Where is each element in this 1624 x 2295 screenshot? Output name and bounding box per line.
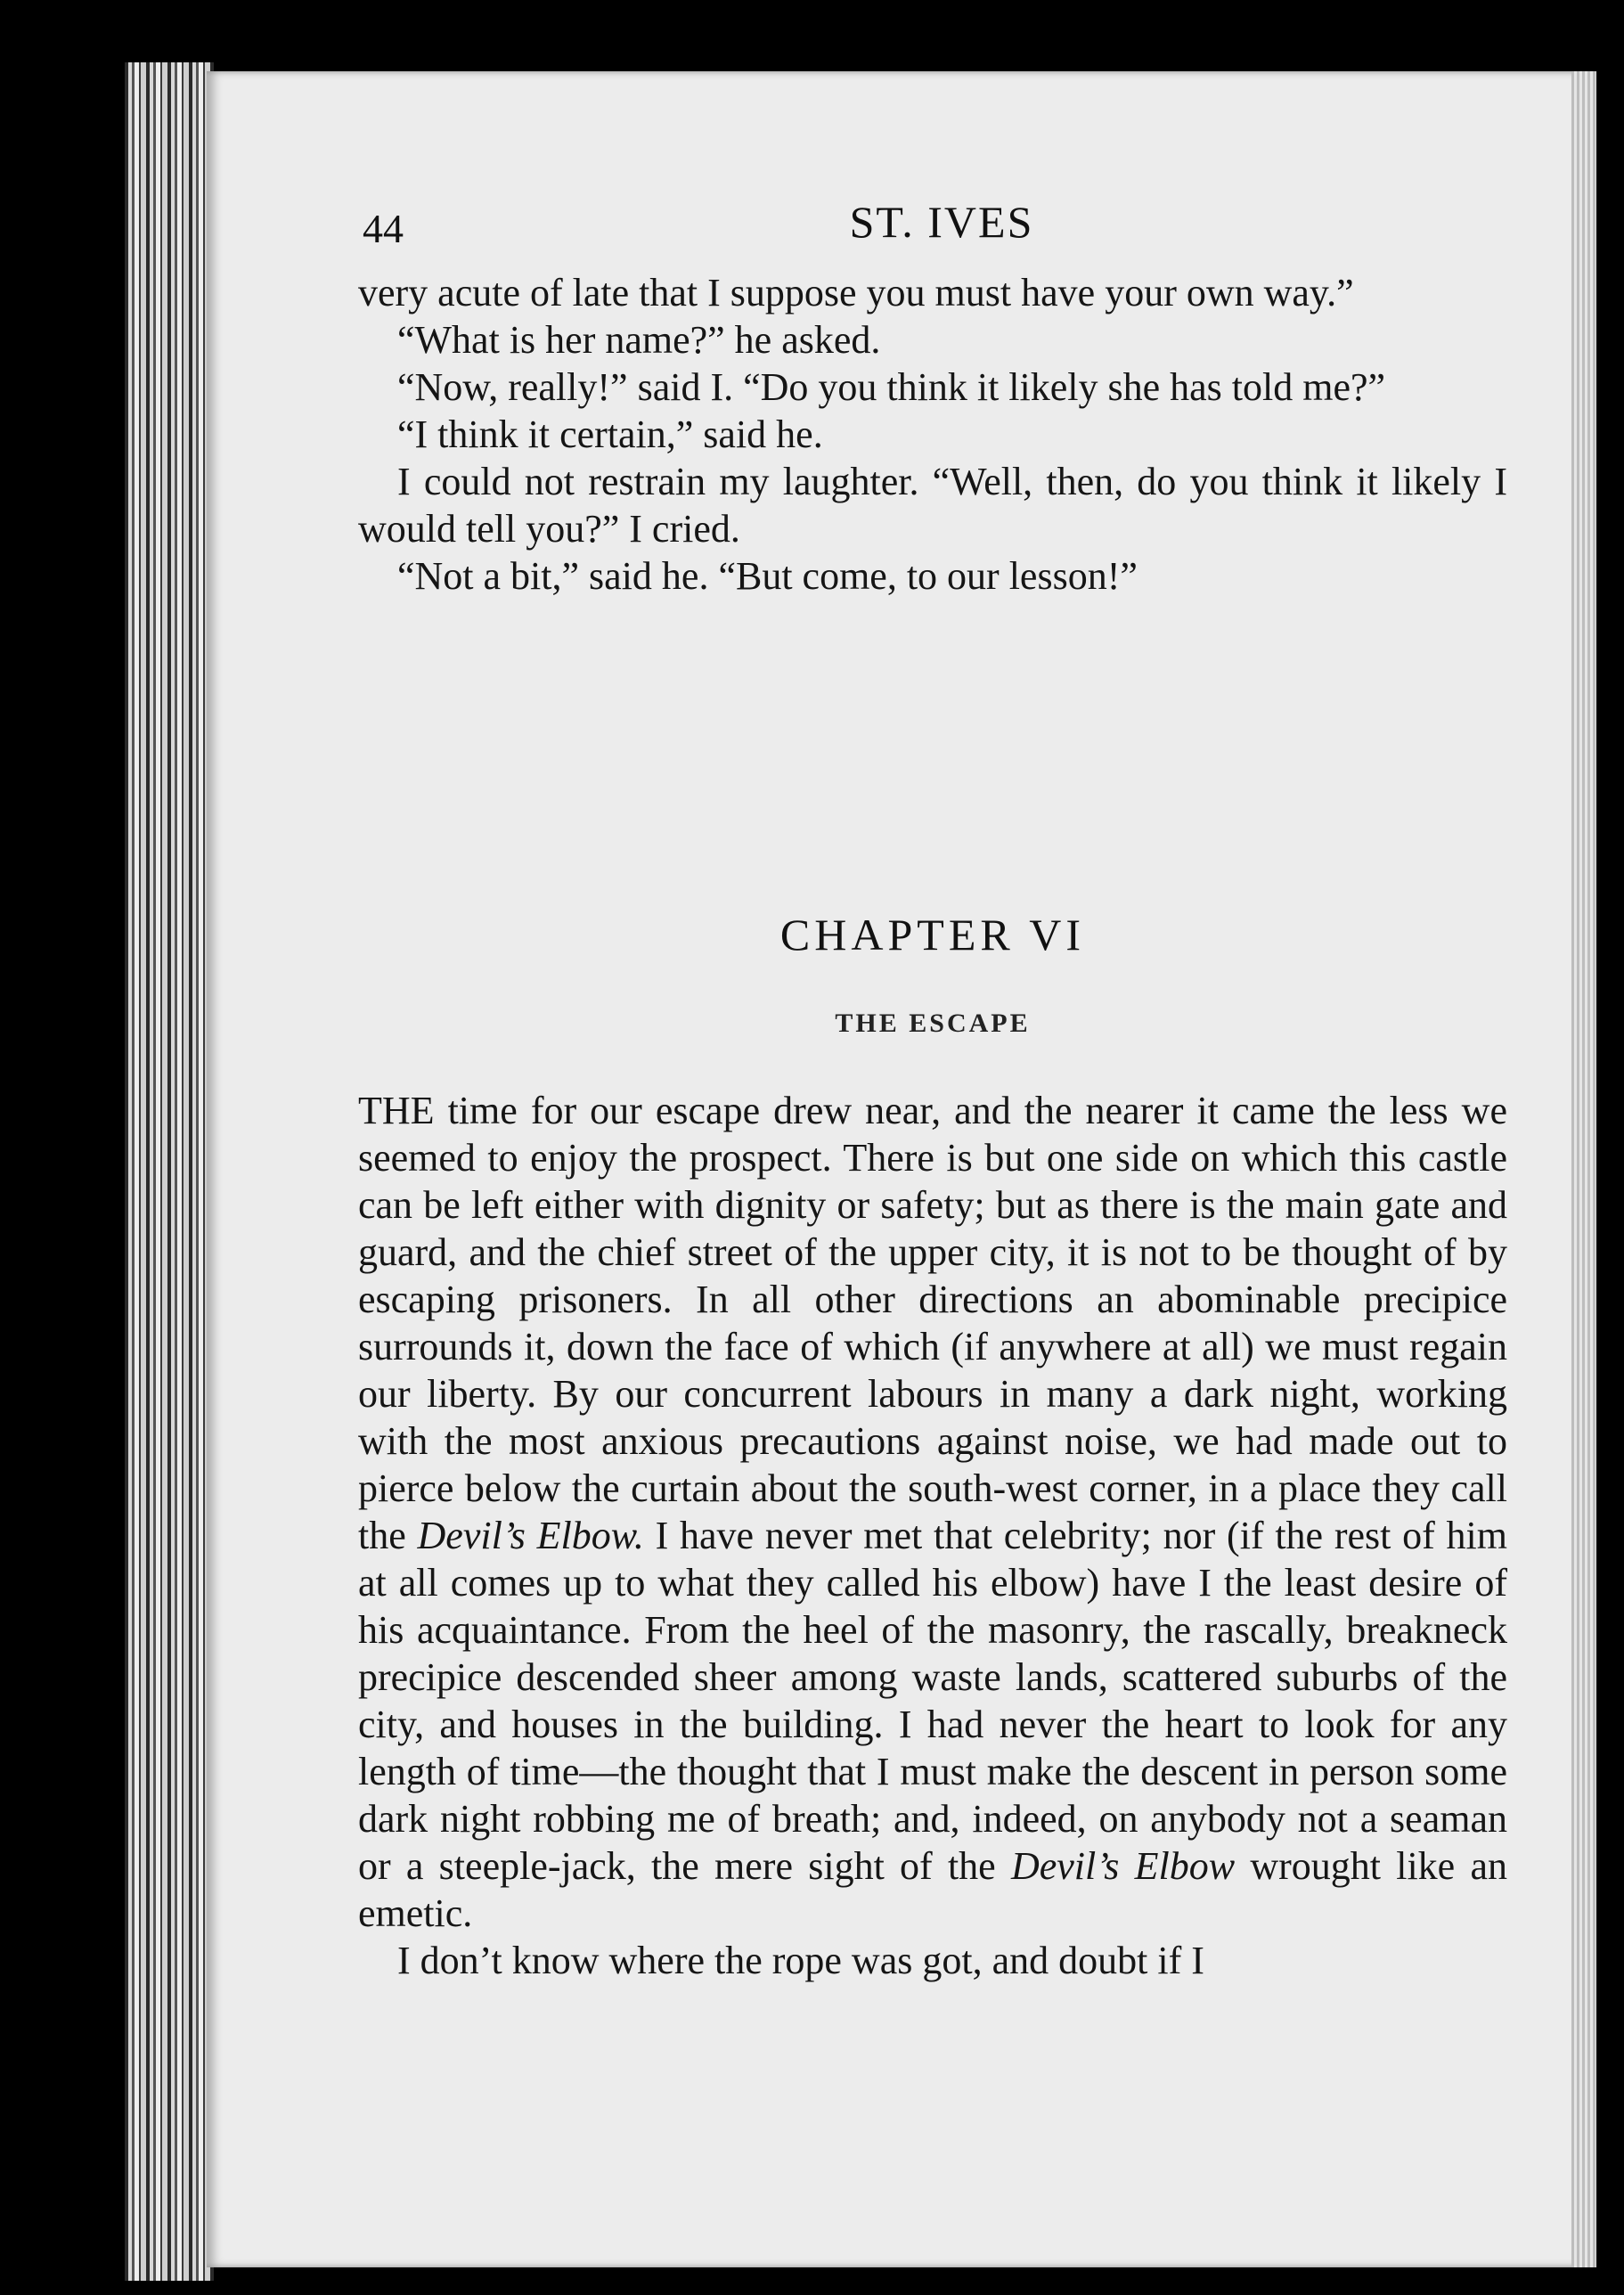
text-run: time for our escape drew near, and the nearer it came the less we seemed to enjoy the prospect. There is but one side on which this castle can be left either with dignity or safety; but as there is the main gate and guard, and the chief street of the upper city, it is not to be thought of by escaping prisoners. In all other directions an abominable precipice surrounds it, down the face of which (if anywhere at all) we must regain our liberty. By our concurrent labours in many a dark night, working with the most anxious precautions against noise, we had made out to pierce below the curtain about the south-west corner, in a place they call the xyxy=(358,1089,1507,1557)
page-number: 44 xyxy=(363,206,404,251)
chapter-title: CHAPTER VI xyxy=(779,910,1086,960)
paragraph: “Not a bit,” said he. “But come, to our lesson!” xyxy=(397,554,1138,598)
paragraph xyxy=(358,1087,1507,1937)
book-binding xyxy=(125,62,214,2281)
text-run: wrought like an emetic. xyxy=(358,1844,1507,1935)
opening-word: THE xyxy=(358,1089,435,1132)
chapter-subtitle: THE ESCAPE xyxy=(835,1009,1031,1038)
paragraph: “Now, really!” said I. “Do you think it likely she has told me?” xyxy=(397,365,1386,409)
book-page xyxy=(207,71,1596,2267)
paragraph: I don’t know where the rope was got, and doubt if I xyxy=(397,1939,1204,1982)
previous-chapter-ending xyxy=(358,269,1507,600)
italic-place-name: Devil’s Elbow. xyxy=(417,1514,644,1557)
page-edge xyxy=(1571,71,1596,2267)
paragraph: “I think it certain,” said he. xyxy=(397,412,823,456)
running-head xyxy=(363,196,1521,258)
text-run: I have never met that celebrity; nor (if the rest of him at all comes up to what they called his elbow) have I the least desire of his acquaintance. From the heel of the masonry, the rascally, breakneck precipice descended sheer among waste lands, scattered suburbs of the city, and houses in the building. I had never the heart to look for any length of time—the thought that I must make the descent in person some dark night robbing me of breath; and, indeed, on anybody not a seaman or a steeple-jack, the mere sight of the xyxy=(358,1514,1507,1888)
italic-place-name: Devil’s Elbow xyxy=(1010,1844,1236,1888)
chapter-body xyxy=(358,1087,1507,1984)
running-title: ST. IVES xyxy=(849,197,1034,247)
paragraph: “What is her name?” he asked. xyxy=(397,318,881,362)
paragraph: very acute of late that I suppose you must have your own way.” xyxy=(358,271,1354,314)
paragraph: I could not restrain my laughter. “Well, then, do you think it likely I would tell you?” I cried. xyxy=(358,460,1507,551)
